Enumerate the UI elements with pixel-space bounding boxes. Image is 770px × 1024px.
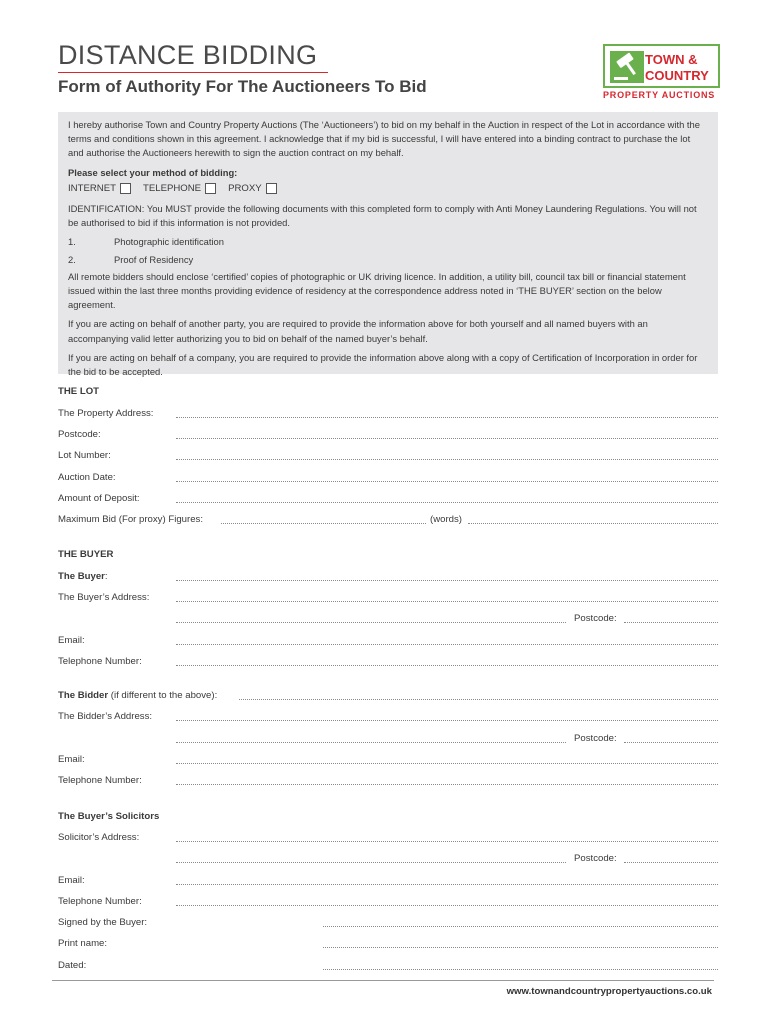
dated-line[interactable] (323, 969, 718, 970)
method-internet-checkbox[interactable] (120, 183, 131, 194)
buyer-address-field[interactable] (58, 592, 718, 606)
property-address-label: The Property Address: (58, 408, 154, 419)
doc-item-text: Proof of Residency (114, 253, 194, 265)
max-bid-field[interactable] (58, 514, 718, 528)
max-bid-label: Maximum Bid (For proxy) Figures: (58, 514, 203, 525)
solicitor-telephone-label: Telephone Number: (58, 896, 142, 907)
solicitors-heading: The Buyer’s Solicitors (58, 811, 160, 822)
logo-box (603, 44, 720, 88)
buyer-telephone-label: Telephone Number: (58, 656, 142, 667)
instructions-box (58, 112, 718, 378)
bidder-label-bold: The Bidder (58, 690, 109, 701)
page-subtitle: Form of Authority For The Auctioneers To Bid (58, 77, 427, 96)
solicitor-postcode-line[interactable] (624, 862, 718, 863)
company-logo (603, 44, 720, 102)
lot-heading: THE LOT (58, 386, 100, 397)
solicitor-email-label: Email: (58, 875, 85, 886)
solicitor-postcode-label: Postcode: (574, 853, 617, 864)
solicitor-address-line[interactable] (176, 841, 718, 842)
bidder-address-line-2[interactable] (58, 733, 718, 747)
auction-date-line[interactable] (176, 481, 718, 482)
doc-item (68, 253, 708, 267)
solicitor-address-label: Solicitor’s Address: (58, 832, 140, 843)
deposit-label: Amount of Deposit: (58, 493, 140, 504)
method-telephone-label: TELEPHONE (142, 182, 202, 194)
bidder-postcode-label: Postcode: (574, 733, 617, 744)
buyer-name-label-bold: The Buyer (58, 571, 105, 582)
solicitor-address-line-2-dots[interactable] (176, 862, 566, 863)
title-underline (58, 72, 328, 73)
solicitor-email-line[interactable] (176, 884, 718, 885)
doc-item-number: 2. (68, 253, 76, 265)
buyer-name-colon: : (104, 571, 108, 582)
buyer-address-line-2[interactable] (58, 613, 718, 627)
solicitor-address-line-2[interactable] (58, 853, 718, 867)
solicitor-email-field[interactable] (58, 875, 718, 889)
auction-date-label: Auction Date: (58, 472, 116, 483)
auction-date-field[interactable] (58, 472, 718, 486)
signature-line[interactable] (323, 926, 718, 927)
footer-divider (52, 980, 714, 981)
max-bid-words-line[interactable] (468, 523, 718, 524)
max-bid-figures-line[interactable] (221, 523, 426, 524)
buyer-name-field[interactable] (58, 571, 718, 585)
method-proxy-label: PROXY (228, 182, 262, 194)
property-address-line[interactable] (176, 417, 718, 418)
lot-postcode-field[interactable] (58, 429, 718, 443)
buyer-address-line-2-dots[interactable] (176, 622, 566, 623)
buyer-telephone-field[interactable] (58, 656, 718, 670)
bidder-telephone-line[interactable] (176, 784, 718, 785)
bidder-telephone-field[interactable] (58, 775, 718, 789)
lot-number-field[interactable] (58, 450, 718, 464)
method-internet-label: INTERNET (68, 182, 116, 194)
logo-line-2: COUNTRY (645, 68, 709, 83)
bidder-name-label (58, 690, 217, 701)
print-name-label: Print name: (58, 938, 108, 949)
logo-subtitle: PROPERTY AUCTIONS (603, 90, 716, 100)
doc-item (68, 235, 708, 249)
solicitor-telephone-field[interactable] (58, 896, 718, 910)
signature-field[interactable] (58, 917, 718, 931)
bidder-address-label: The Bidder’s Address: (58, 711, 153, 722)
bidder-email-label: Email: (58, 754, 85, 765)
property-address-field[interactable] (58, 408, 718, 422)
remote-bidders-text: All remote bidders should enclose ‘certified’ copies of photographic or UK driving licence. In addition, a utility bill, council tax bill or financial statement issued within the last three months providing evidence of residency at the correspondence address noted in ‘THE BUYER’ section on the below agreement. (68, 270, 686, 311)
solicitor-telephone-line[interactable] (176, 905, 718, 906)
bidder-name-line[interactable] (239, 699, 718, 700)
buyer-email-line[interactable] (176, 644, 718, 645)
bidder-name-field[interactable] (58, 690, 718, 704)
max-bid-words-label: (words) (430, 514, 462, 525)
buyer-address-line[interactable] (176, 601, 718, 602)
doc-item-text: Photographic identification (114, 236, 224, 248)
print-name-field[interactable] (58, 938, 718, 952)
authorisation-text: I hereby authorise Town and Country Property Auctions (The ‘Auctioneers’) to bid on my behalf in the Auction in respect of the Lot in accordance with the terms and conditions shown in this agreement. I acknowledge that if my bid is successful, I will have entered into a binding contract to purchase the lot and authorise the Auctioneers herewith to sign the auction contract on my behalf. (68, 119, 700, 159)
bidder-address-field[interactable] (58, 711, 718, 725)
buyer-name-label (58, 571, 108, 582)
company-text: If you are acting on behalf of a company, you are required to provide the information above along with a copy of Certification of Incorporation in order for the bid to be accepted. (68, 351, 698, 378)
deposit-line[interactable] (176, 502, 718, 503)
buyer-email-field[interactable] (58, 635, 718, 649)
gavel-icon (610, 51, 644, 83)
signature-label: Signed by the Buyer: (58, 917, 148, 928)
buyer-postcode-label: Postcode: (574, 613, 617, 624)
buyer-name-line[interactable] (176, 580, 718, 581)
identification-text: IDENTIFICATION: You MUST provide the following documents with this completed form to comply with Anti Money Laundering Regulations. You will not be authorised to bid if this information is not provided. (68, 203, 697, 229)
lot-number-line[interactable] (176, 459, 718, 460)
buyer-email-label: Email: (58, 635, 85, 646)
bidder-telephone-label: Telephone Number: (58, 775, 142, 786)
page-title: DISTANCE BIDDING (58, 40, 318, 70)
buyer-address-label: The Buyer’s Address: (58, 592, 150, 603)
bidder-email-field[interactable] (58, 754, 718, 768)
bidding-method-options (68, 182, 708, 196)
lot-postcode-line[interactable] (176, 438, 718, 439)
deposit-field[interactable] (58, 493, 718, 507)
footer-url[interactable]: www.townandcountrypropertyauctions.co.uk (506, 986, 712, 997)
print-name-line[interactable] (323, 947, 718, 948)
another-party-text: If you are acting on behalf of another party, you are required to provide the information above for both yourself and all named buyers with an accompanying valid letter authorizing you to bid on behalf of the named buyer’s behalf. (68, 318, 648, 344)
bidder-address-line[interactable] (176, 720, 718, 721)
select-method-label: Please select your method of bidding: (68, 166, 238, 178)
bidder-email-line[interactable] (176, 763, 718, 764)
bidder-address-line-2-dots[interactable] (176, 742, 566, 743)
dated-field[interactable] (58, 960, 718, 974)
buyer-telephone-line[interactable] (176, 665, 718, 666)
lot-postcode-label: Postcode: (58, 429, 101, 440)
buyer-postcode-line[interactable] (624, 622, 718, 623)
doc-item-number: 1. (68, 236, 76, 248)
lot-number-label: Lot Number: (58, 450, 111, 461)
buyer-heading: THE BUYER (58, 549, 114, 560)
method-telephone-checkbox[interactable] (205, 183, 216, 194)
solicitor-address-field[interactable] (58, 832, 718, 846)
bidder-postcode-line[interactable] (624, 742, 718, 743)
method-proxy-checkbox[interactable] (266, 183, 277, 194)
dated-label: Dated: (58, 960, 87, 971)
logo-line-1: TOWN & (645, 52, 698, 67)
bidder-label-note: (if different to the above): (108, 690, 218, 701)
